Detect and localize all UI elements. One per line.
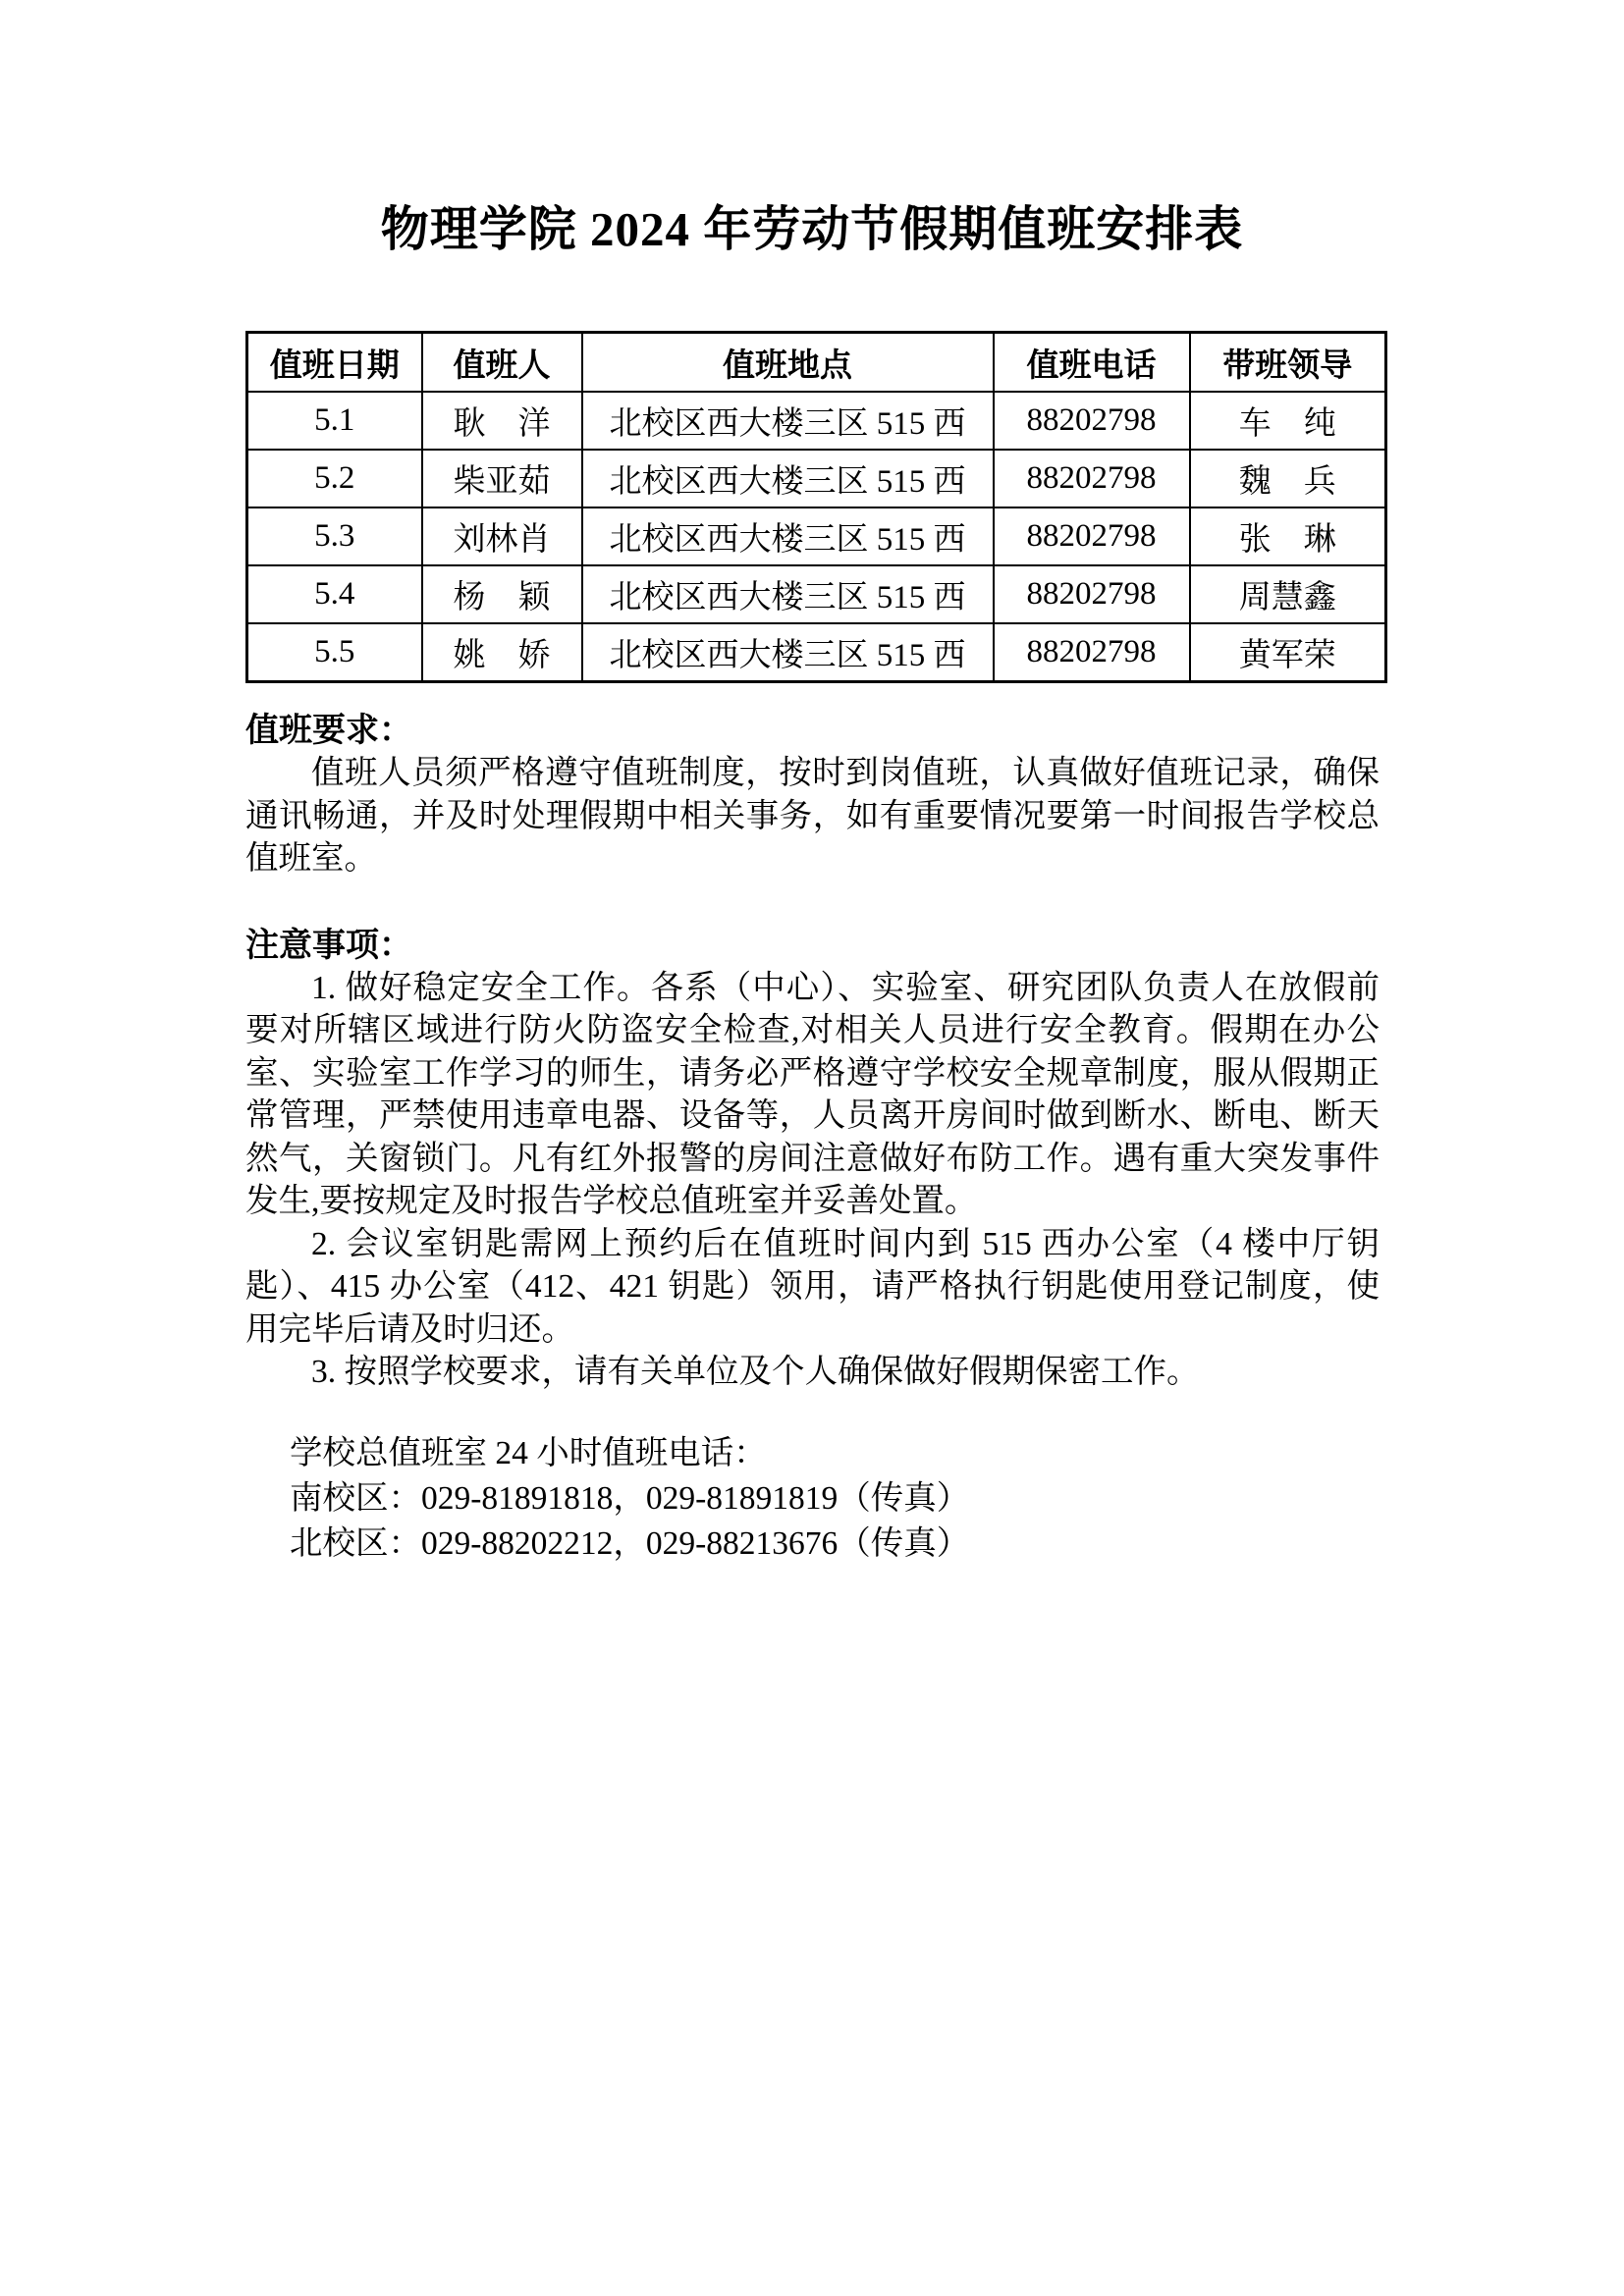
cell-location: 北校区西大楼三区 515 西 [582,565,994,623]
hotline-title: 学校总值班室 24 小时值班电话： [290,1434,767,1471]
cell-location: 北校区西大楼三区 515 西 [582,623,994,682]
table-row [247,623,1386,682]
section-heading-notes: 注意事项： [245,926,412,964]
cell-person: 姚 娇 [422,623,582,682]
cell-phone: 88202798 [994,392,1190,450]
note-item-2: 2. 会议室钥匙需网上预约后在值班时间内到 515 西办公室（4 楼中厅钥匙）、415 办公室（412、421 钥匙）领用，请严格执行钥匙使用登记制度，使用完毕后请及时归还。 [245,1225,1380,1348]
header-duty-location: 值班地点 [582,333,994,393]
table-row [247,565,1386,623]
note-item-1: 1. 做好稳定安全工作。各系（中心）、实验室、研究团队负责人在放假前要对所辖区域进行防火防盗安全检查,对相关人员进行安全教育。假期在办公室、实验室工作学习的师生，请务必严格遵守学校安全规章制度，服从假期正常管理，严禁使用违章电器、设备等，人员离开房间时做到断水、断电、断天然气，关窗锁门。凡有红外报警的房间注意做好布防工作。遇有重大突发事件发生,要按规定及时报告学校总值班室并妥善处置。 [245,969,1380,1219]
cell-date: 5.1 [247,392,422,450]
hotline-block [245,1431,1380,1567]
cell-person: 杨 颖 [422,565,582,623]
cell-phone: 88202798 [994,450,1190,507]
header-duty-date: 值班日期 [247,333,422,393]
cell-leader: 周慧鑫 [1190,565,1386,623]
header-duty-phone: 值班电话 [994,333,1190,393]
cell-date: 5.2 [247,450,422,507]
table-header-row [247,333,1386,393]
header-duty-person: 值班人 [422,333,582,393]
cell-location: 北校区西大楼三区 515 西 [582,392,994,450]
cell-phone: 88202798 [994,507,1190,565]
document-body [245,709,1380,1567]
table-row [247,392,1386,450]
cell-leader: 黄军荣 [1190,623,1386,682]
cell-date: 5.5 [247,623,422,682]
cell-date: 5.4 [247,565,422,623]
cell-phone: 88202798 [994,565,1190,623]
section-heading-duty-requirements: 值班要求： [245,712,412,749]
cell-leader: 车 纯 [1190,392,1386,450]
duty-requirements-text: 值班人员须严格遵守值班制度，按时到岗值班，认真做好值班记录，确保通讯畅通，并及时处理假期中相关事务，如有重要情况要第一时间报告学校总值班室。 [245,755,1380,877]
cell-leader: 魏 兵 [1190,450,1386,507]
hotline-line-south-campus: 南校区：029-81891818，029-81891819（传真） [290,1479,970,1517]
cell-date: 5.3 [247,507,422,565]
table-row [247,450,1386,507]
cell-person: 刘林肖 [422,507,582,565]
cell-person: 耿 洋 [422,392,582,450]
cell-leader: 张 琳 [1190,507,1386,565]
cell-location: 北校区西大楼三区 515 西 [582,450,994,507]
cell-person: 柴亚茹 [422,450,582,507]
note-item-3: 3. 按照学校要求，请有关单位及个人确保做好假期保密工作。 [311,1354,1200,1390]
header-duty-leader: 带班领导 [1190,333,1386,393]
page-title: 物理学院 2024 年劳动节假期值班安排表 [380,202,1244,256]
duty-schedule-table [245,331,1387,683]
table-row [247,507,1386,565]
cell-phone: 88202798 [994,623,1190,682]
hotline-line-north-campus: 北校区：029-88202212，029-88213676（传真） [290,1524,970,1562]
cell-location: 北校区西大楼三区 515 西 [582,507,994,565]
